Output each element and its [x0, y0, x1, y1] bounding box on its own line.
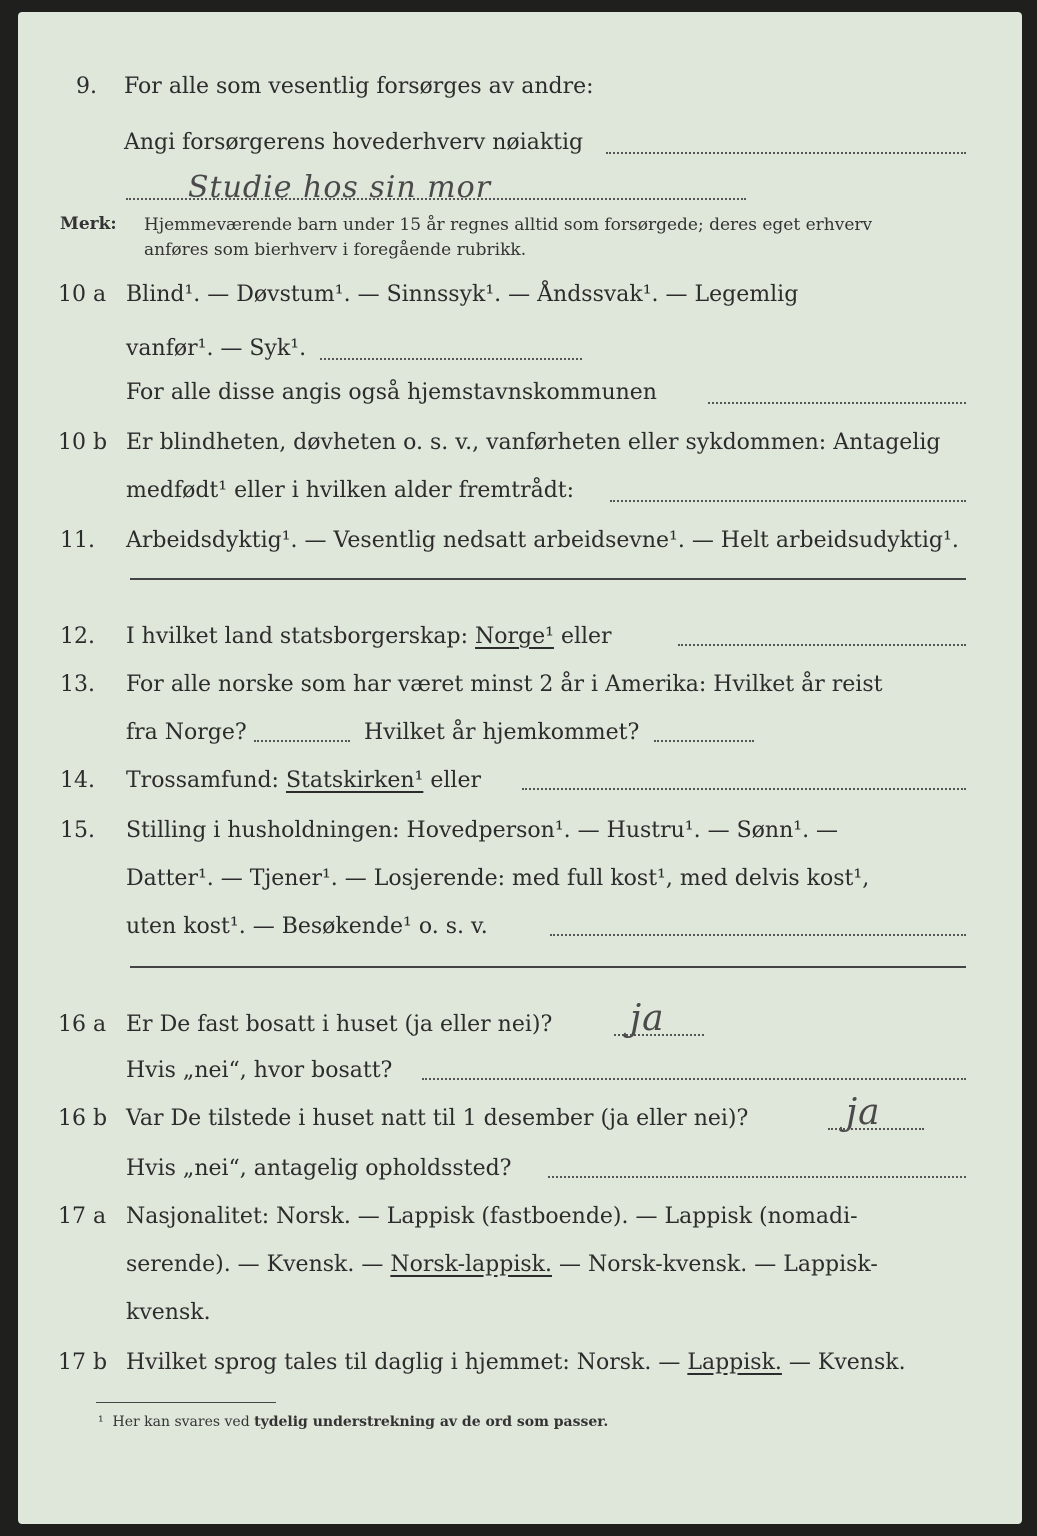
underlined-answer: Lappisk. — [687, 1350, 782, 1375]
question-number: 15. — [60, 818, 95, 843]
handwritten-answer: ja — [846, 1092, 881, 1133]
question-number: 11. — [60, 528, 95, 553]
form-page — [18, 12, 1022, 1524]
answer-line — [678, 644, 966, 646]
question-text: Datter¹. — Tjener¹. — Losjerende: med full kost¹, med delvis kost¹, — [126, 866, 870, 891]
question-text: Nasjonalitet: Norsk. — Lappisk (fastboende). — Lappisk (nomadi- — [126, 1204, 858, 1229]
question-text: Hvis „nei“, antagelig opholdssted? — [126, 1156, 512, 1181]
question-number: 10 a — [58, 282, 107, 307]
question-number: 9. — [76, 74, 97, 99]
question-text: kvensk. — [126, 1300, 211, 1325]
question-text: Angi forsørgerens hovederhverv nøiaktig — [124, 130, 584, 155]
question-text: Blind¹. — Døvstum¹. — Sinnssyk¹. — Åndssvak¹. — Legemlig — [126, 282, 799, 307]
answer-line — [422, 1078, 966, 1080]
footnote-divider — [96, 1402, 276, 1403]
question-text: uten kost¹. — Besøkende¹ o. s. v. — [126, 914, 488, 939]
question-text: vanfør¹. — Syk¹. — [126, 336, 307, 361]
answer-line — [126, 198, 746, 200]
question-number: 14. — [60, 768, 95, 793]
answer-line — [614, 1034, 704, 1036]
answer-line — [828, 1128, 924, 1130]
answer-line — [254, 740, 350, 742]
underlined-answer: Statskirken¹ — [285, 768, 424, 793]
answer-line — [606, 152, 966, 154]
handwritten-answer: ja — [630, 998, 665, 1039]
underlined-answer: Norsk-lappisk. — [390, 1252, 552, 1277]
answer-line — [654, 740, 754, 742]
answer-line — [610, 500, 966, 502]
question-text: serende). — Kvensk. — Norsk-lappisk. — Norsk-kvensk. — Lappisk- — [126, 1252, 878, 1277]
question-number: 17 a — [58, 1204, 107, 1229]
answer-line — [548, 1176, 966, 1178]
question-text: medfødt¹ eller i hvilken alder fremtrådt: — [126, 478, 575, 503]
question-text: Er blindheten, døvheten o. s. v., vanførheten eller sykdommen: Antagelig — [126, 430, 941, 455]
question-text: Hvilket sprog tales til daglig i hjemmet: Norsk. — Lappisk. — Kvensk. — [126, 1350, 906, 1375]
question-number: 16 a — [58, 1012, 107, 1037]
note-label: Merk: — [60, 214, 117, 234]
question-number: 16 b — [58, 1106, 108, 1131]
question-text: Arbeidsdyktig¹. — Vesentlig nedsatt arbeidsevne¹. — Helt arbeidsudyktig¹. — [126, 528, 959, 553]
question-text: I hvilket land statsborgerskap: Norge¹ eller — [126, 624, 612, 649]
question-number: 17 b — [58, 1350, 108, 1375]
question-text: Hvilket år hjemkommet? — [364, 720, 640, 745]
question-text: fra Norge? — [126, 720, 247, 745]
question-text: For alle som vesentlig forsørges av andre: — [124, 74, 594, 99]
question-text: Var De tilstede i huset natt til 1 desember (ja eller nei)? — [126, 1106, 749, 1131]
answer-line — [130, 578, 966, 580]
answer-line — [708, 402, 966, 404]
question-text: Hvis „nei“, hvor bosatt? — [126, 1058, 393, 1083]
handwritten-answer: Studie hos sin mor — [188, 170, 492, 205]
question-number: 13. — [60, 672, 95, 697]
footnote: ¹ Her kan svares ved tydelig understrekning av de ord som passer. — [98, 1414, 609, 1430]
question-text: Er De fast bosatt i huset (ja eller nei)? — [126, 1012, 553, 1037]
question-text: For alle disse angis også hjemstavnskommunen — [126, 380, 657, 405]
question-number: 12. — [60, 624, 95, 649]
note-text: anføres som bierhverv i foregående rubrikk. — [144, 240, 527, 260]
answer-line — [130, 966, 966, 968]
question-text: Trossamfund: Statskirken¹ eller — [126, 768, 481, 793]
underlined-answer: Norge¹ — [475, 624, 554, 649]
answer-line — [320, 358, 582, 360]
question-text: Stilling i husholdningen: Hovedperson¹. — Hustru¹. — Sønn¹. — — [126, 818, 839, 843]
answer-line — [522, 788, 966, 790]
note-text: Hjemmeværende barn under 15 år regnes alltid som forsørgede; deres eget erhverv — [144, 215, 873, 235]
question-number: 10 b — [58, 430, 108, 455]
question-text: For alle norske som har været minst 2 år i Amerika: Hvilket år reist — [126, 672, 883, 697]
answer-line — [550, 934, 966, 936]
